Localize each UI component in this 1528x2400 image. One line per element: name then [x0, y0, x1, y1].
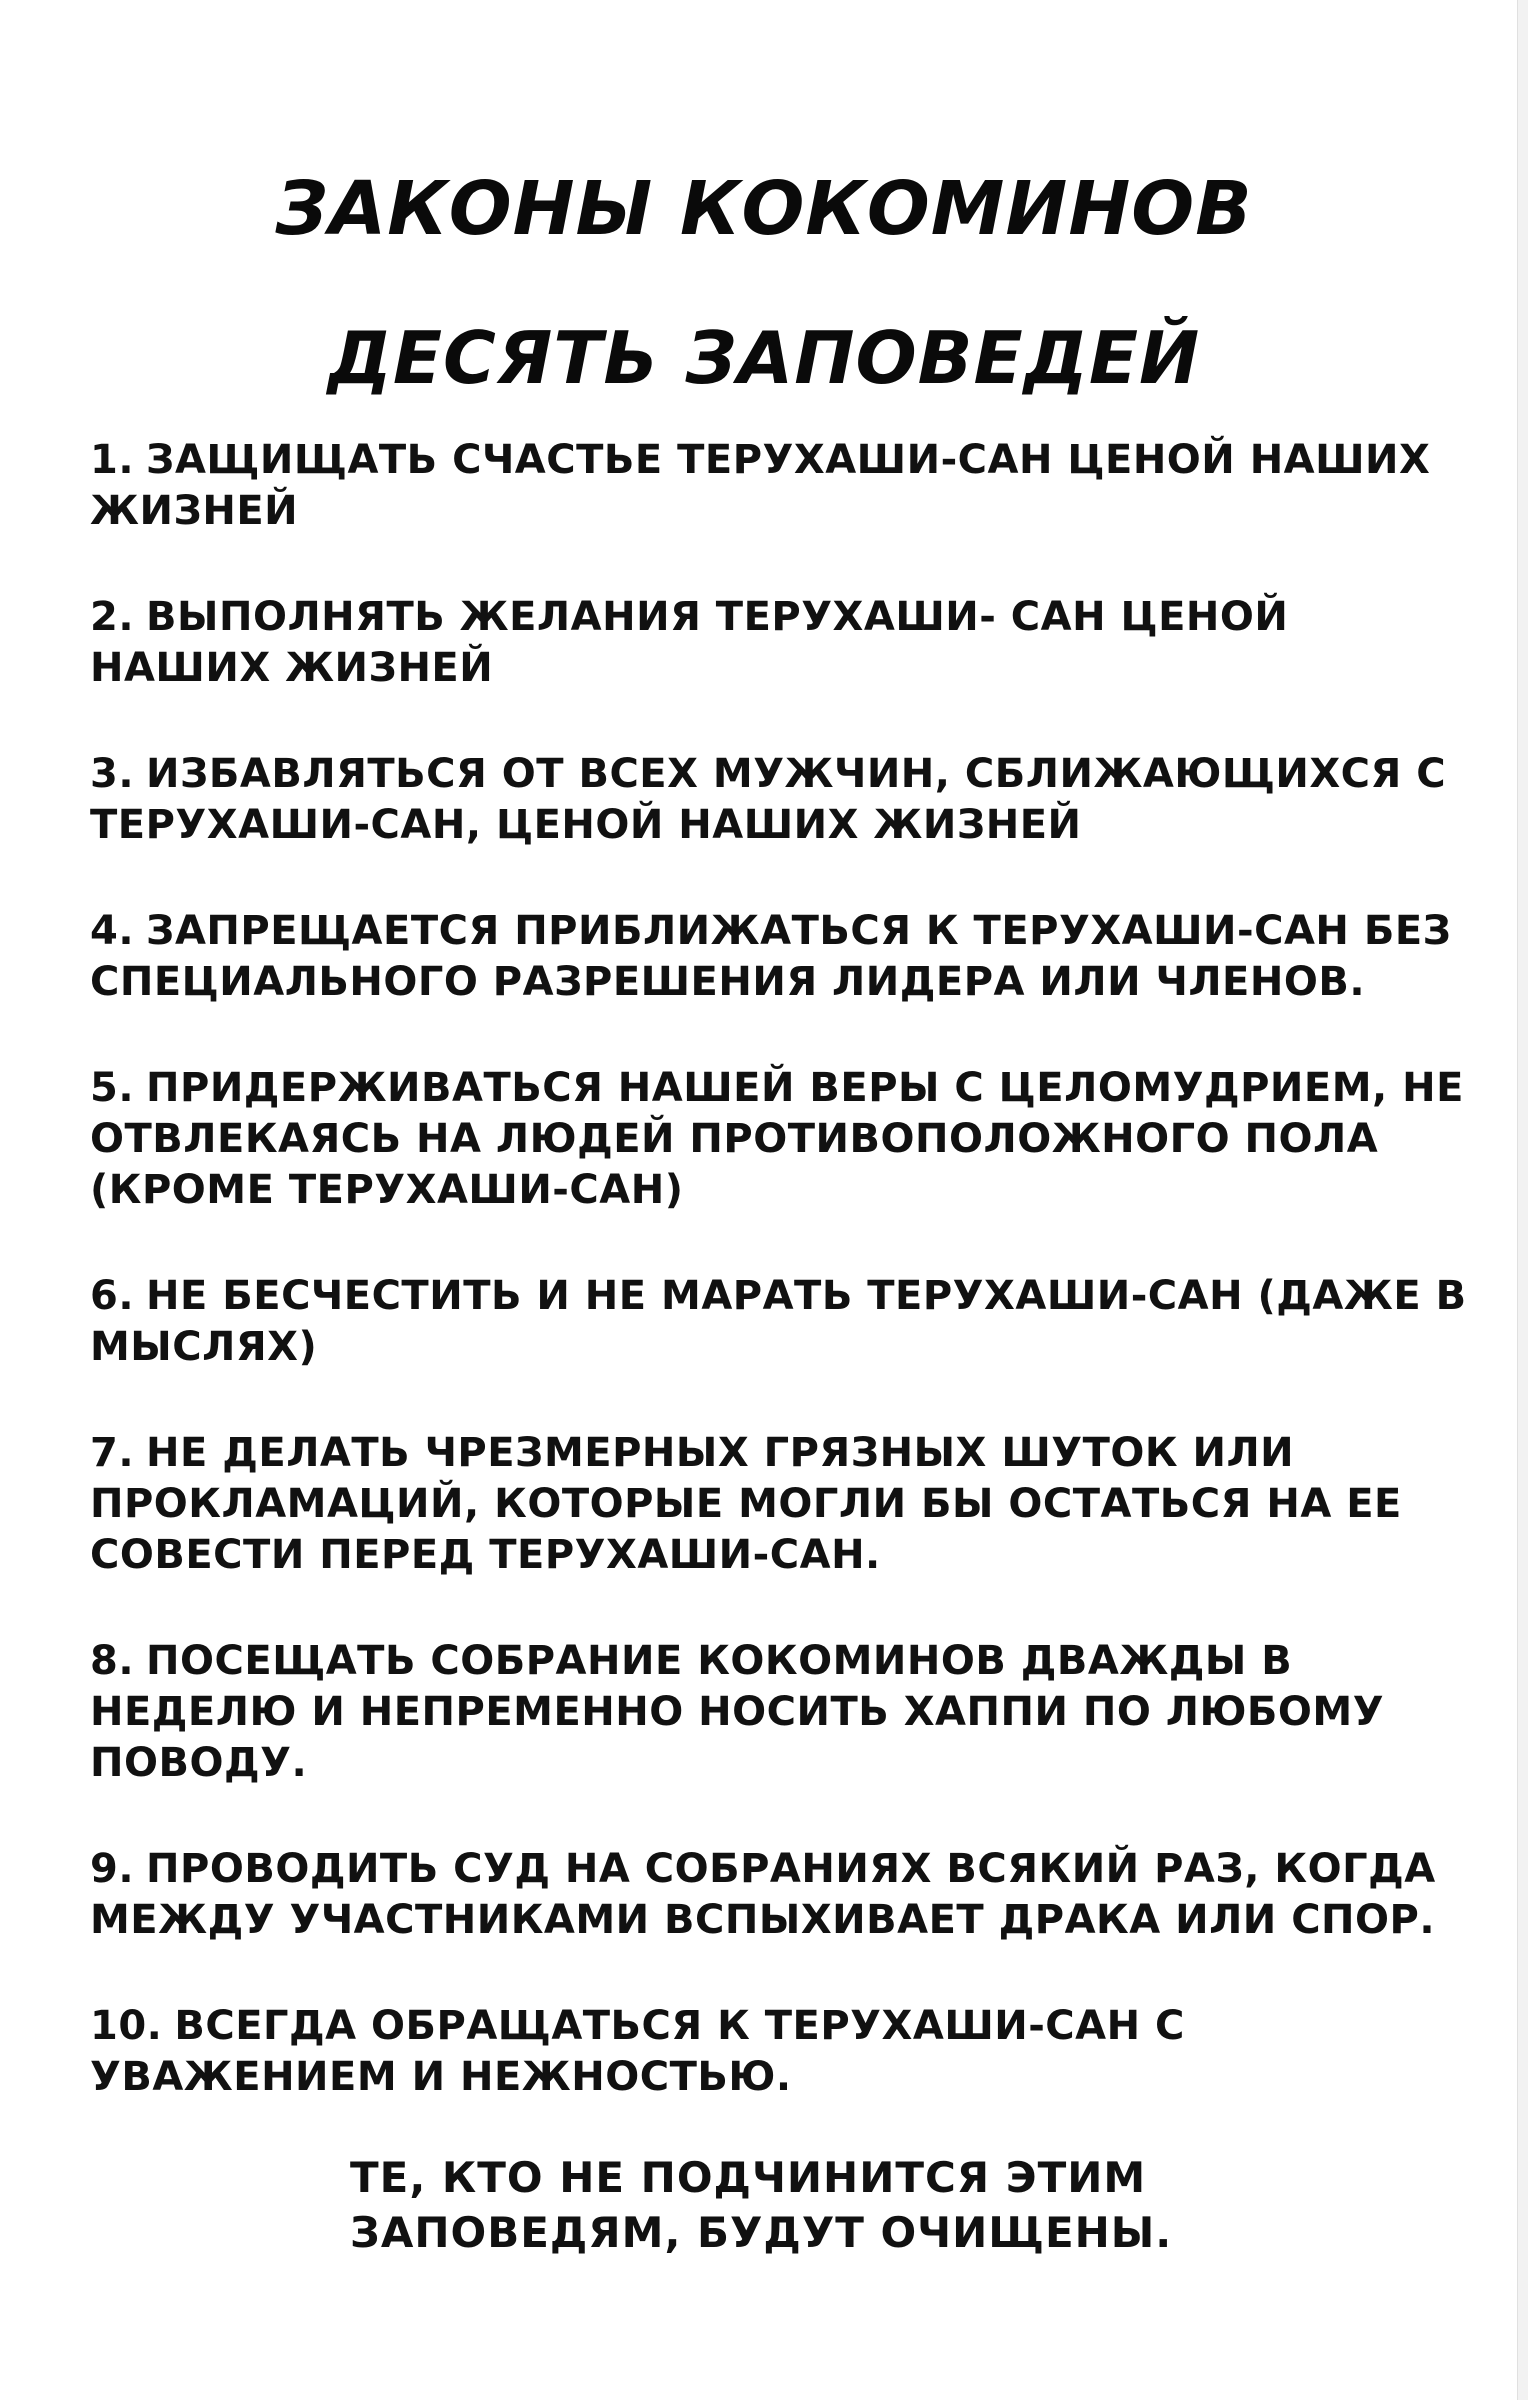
commandment-text: ПРИДЕРЖИВАТЬСЯ НАШЕЙ ВЕРЫ С ЦЕЛОМУДРИЕМ, НЕ ОТВЛЕКАЯСЬ НА ЛЮДЕЙ ПРОТИВОПОЛОЖНОГО ПОЛА (КРОМЕ ТЕРУХАШИ-САН): [90, 1065, 1464, 1213]
title-line-1: ЗАКОНЫ КОКОМИНОВ: [275, 165, 1253, 252]
commandment-8: [90, 1636, 1480, 1789]
closing-warning: [350, 2150, 1250, 2260]
commandment-5: [90, 1063, 1480, 1216]
commandment-6: [90, 1271, 1480, 1373]
commandment-number: 1.: [90, 437, 135, 483]
commandment-3: [90, 749, 1480, 851]
commandment-text: НЕ БЕСЧЕСТИТЬ И НЕ МАРАТЬ ТЕРУХАШИ-САН (ДАЖЕ В МЫСЛЯХ): [90, 1273, 1467, 1370]
title-line-2: ДЕСЯТЬ ЗАПОВЕДЕЙ: [327, 315, 1201, 400]
commandment-number: 10.: [90, 2003, 163, 2049]
commandment-9: [90, 1844, 1480, 1946]
commandment-number: 8.: [90, 1638, 135, 1684]
commandment-number: 7.: [90, 1430, 135, 1476]
commandment-number: 5.: [90, 1065, 135, 1111]
commandment-text: ЗАЩИЩАТЬ СЧАСТЬЕ ТЕРУХАШИ-САН ЦЕНОЙ НАШИХ ЖИЗНЕЙ: [90, 437, 1431, 534]
commandment-4: [90, 906, 1480, 1008]
commandment-text: ИЗБАВЛЯТЬСЯ ОТ ВСЕХ МУЖЧИН, СБЛИЖАЮЩИХСЯ С ТЕРУХАШИ-САН, ЦЕНОЙ НАШИХ ЖИЗНЕЙ: [90, 751, 1447, 848]
commandment-number: 6.: [90, 1273, 135, 1319]
commandment-text: ВСЕГДА ОБРАЩАТЬСЯ К ТЕРУХАШИ-САН С УВАЖЕНИЕМ И НЕЖНОСТЬЮ.: [90, 2003, 1185, 2100]
commandment-text: ПОСЕЩАТЬ СОБРАНИЕ КОКОМИНОВ ДВАЖДЫ В НЕДЕЛЮ И НЕПРЕМЕННО НОСИТЬ ХАППИ ПО ЛЮБОМУ ПОВОДУ.: [90, 1638, 1385, 1786]
commandment-number: 2.: [90, 594, 135, 640]
commandment-number: 9.: [90, 1846, 135, 1892]
commandment-7: [90, 1428, 1480, 1581]
commandment-text: ПРОВОДИТЬ СУД НА СОБРАНИЯХ ВСЯКИЙ РАЗ, КОГДА МЕЖДУ УЧАСТНИКАМИ ВСПЫХИВАЕТ ДРАКА ИЛИ СПОР.: [90, 1846, 1436, 1943]
commandments-list: [90, 435, 1480, 2158]
commandment-1: [90, 435, 1480, 537]
page-edge-divider: [1517, 0, 1528, 2400]
warning-line-1: ТЕ, КТО НЕ ПОДЧИНИТСЯ ЭТИМ: [350, 2153, 1147, 2202]
warning-line-2: ЗАПОВЕДЯМ, БУДУТ ОЧИЩЕНЫ.: [350, 2208, 1173, 2257]
commandment-10: [90, 2001, 1480, 2103]
commandment-text: ЗАПРЕЩАЕТСЯ ПРИБЛИЖАТЬСЯ К ТЕРУХАШИ-САН БЕЗ СПЕЦИАЛЬНОГО РАЗРЕШЕНИЯ ЛИДЕРА ИЛИ ЧЛЕНОВ.: [90, 908, 1452, 1005]
commandment-number: 3.: [90, 751, 135, 797]
commandment-number: 4.: [90, 908, 135, 954]
commandment-text: ВЫПОЛНЯТЬ ЖЕЛАНИЯ ТЕРУХАШИ- САН ЦЕНОЙ НАШИХ ЖИЗНЕЙ: [90, 594, 1289, 691]
commandment-text: НЕ ДЕЛАТЬ ЧРЕЗМЕРНЫХ ГРЯЗНЫХ ШУТОК ИЛИ ПРОКЛАМАЦИЙ, КОТОРЫЕ МОГЛИ БЫ ОСТАТЬСЯ НА ЕЕ СОВЕСТИ ПЕРЕД ТЕРУХАШИ-САН.: [90, 1430, 1402, 1578]
commandment-2: [90, 592, 1480, 694]
